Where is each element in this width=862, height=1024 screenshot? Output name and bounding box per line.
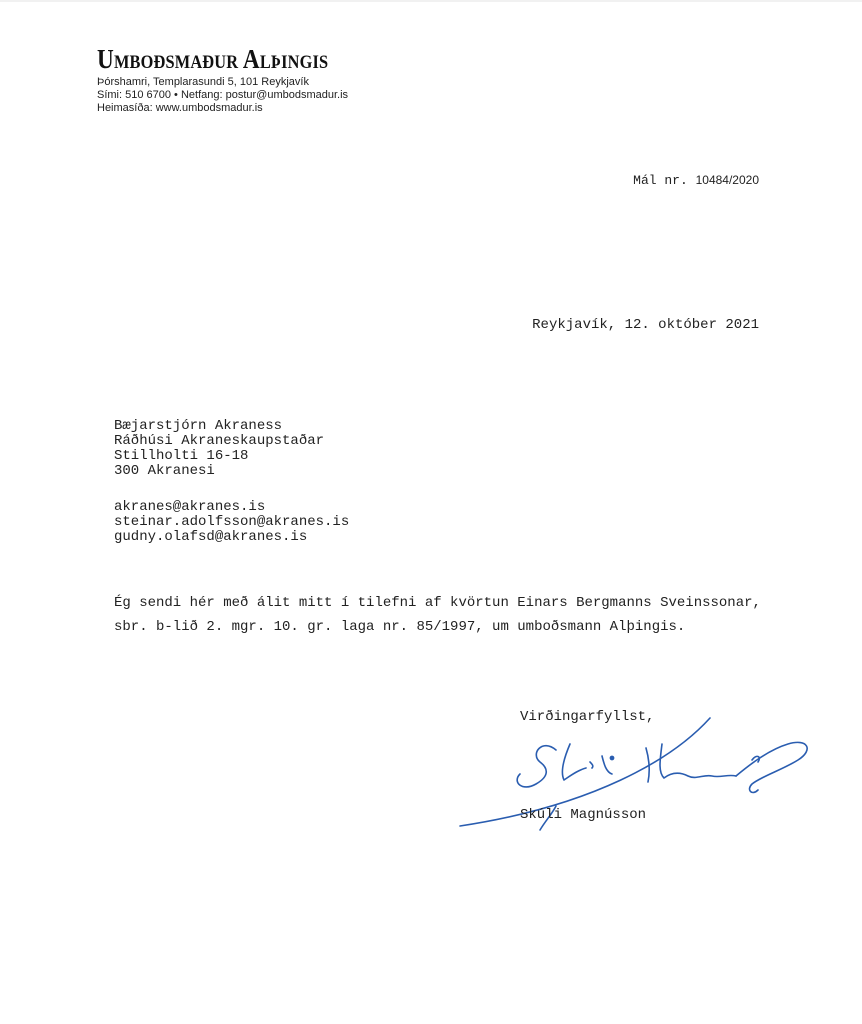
letterhead-address: Þórshamri, Templarasundi 5, 101 Reykjavík [97,76,309,88]
recipient-email: steinar.adolfsson@akranes.is [114,514,350,530]
recipient-line: 300 Akranesi [114,463,215,479]
recipient-line: Bæjarstjórn Akraness [114,418,283,434]
letterhead-phone-email: Sími: 510 6700 • Netfang: postur@umbodsmadur.is [97,89,349,101]
letterhead-contact [97,76,366,115]
case-number [633,173,759,188]
case-number-label: Mál nr. [633,173,688,188]
signatory-name: Skúli Magnússon [520,807,647,823]
recipient-emails [114,500,349,545]
recipient-email: gudny.olafsd@akranes.is [114,529,308,545]
page-top-edge [0,0,862,2]
recipient-address [114,419,324,479]
letter-body: Ég sendi hér með álit mitt í tilefni af kvörtun Einars Bergmanns Sveinssonar, sbr. b-lið 2. mgr. 10. gr. laga nr. 85/1997, um umboðsmann Alþingis. [114,595,761,635]
letter-date: Reykjavík, 12. október 2021 [532,317,759,333]
case-number-value: 10484/2020 [695,173,759,187]
closing-salutation: Virðingarfyllst, [520,709,655,725]
recipient-line: Ráðhúsi Akraneskaupstaðar [114,433,325,449]
recipient-line: Stillholti 16-18 [114,448,249,464]
handwritten-signature [452,710,822,850]
org-name: Umboðsmaður Alþingis [97,44,329,74]
recipient-email: akranes@akranes.is [114,499,266,515]
letterhead [97,44,366,115]
letterhead-website: Heimasíða: www.umbodsmadur.is [97,102,263,114]
